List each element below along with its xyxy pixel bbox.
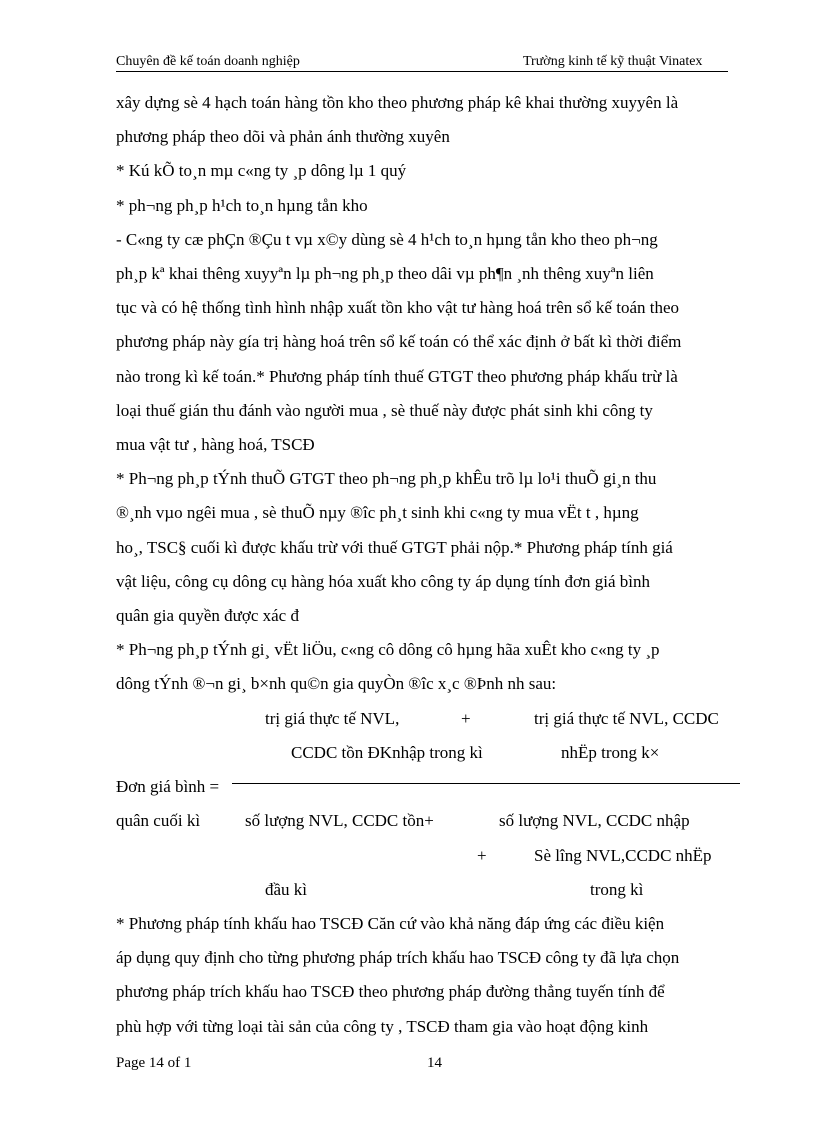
body-line: xây dựng sè 4 hạch toán hàng tồn kho theo phương pháp kê khai thường xuyyên là bbox=[116, 93, 679, 112]
body-line: ®¸nh vµo ngêi mua , sè thuÕ nµy ®îc ph¸t sinh khi c«ng ty mua vËt t , hµng bbox=[116, 503, 639, 522]
formula-numerator-b-line1: trị giá thực tế NVL, CCDC bbox=[534, 709, 719, 728]
body-line: ho¸, TSC§ cuối kì được khấu trừ với thuế GTGT phải nộp.* Phương pháp tính giá bbox=[116, 538, 673, 557]
body-line: áp dụng quy định cho từng phương pháp trích khấu hao TSCĐ công ty đã lựa chọn bbox=[116, 948, 680, 967]
body-line: phương pháp theo dõi và phản ánh thường xuyên bbox=[116, 127, 450, 146]
formula-denominator-b-line3: trong kì bbox=[590, 880, 644, 899]
formula-denominator-a-line1: số lượng NVL, CCDC tồn+ bbox=[245, 811, 434, 830]
body-line: * Phương pháp tính khấu hao TSCĐ Căn cứ vào khả năng đáp ứng các điều kiện bbox=[116, 914, 665, 933]
body-line: tục và có hệ thống tình hình nhập xuất tồn kho vật tư hàng hoá trên sổ kế toán theo bbox=[116, 298, 680, 317]
body-line: mua vật tư , hàng hoá, TSCĐ bbox=[116, 435, 315, 454]
body-line: ph¸p kª khai thêng xuyyªn lµ ph¬ng ph¸p theo dâi vµ ph¶n ¸nh thêng xuyªn liên bbox=[116, 264, 654, 283]
formula-numerator-b-line2: nhËp trong k× bbox=[561, 743, 660, 762]
formula-denominator-b-line2: Sè lîng NVL,CCDC nhËp bbox=[534, 846, 712, 865]
body-line: * Ph¬ng ph¸p tÝnh thuÕ GTGT theo ph¬ng ph¸p khÊu trõ lµ lo¹i thuÕ gi¸n thu bbox=[116, 469, 657, 488]
header-right-title: Trường kinh tế kỹ thuật Vinatex bbox=[523, 54, 703, 69]
footer-page-label: Page 14 of 1 bbox=[116, 1055, 192, 1071]
body-line: - C«ng ty cæ phÇn ®Çu t vµ x©y dùng sè 4 h¹ch to¸n hµng tån kho theo ph¬ng bbox=[116, 230, 658, 249]
body-line: loại thuế gián thu đánh vào người mua , sè thuế này được phát sinh khi công ty bbox=[116, 401, 653, 420]
formula-fraction-bar bbox=[232, 783, 740, 784]
formula-plus-sign: + bbox=[461, 709, 471, 728]
body-line: quân gia quyền được xác đ bbox=[116, 606, 299, 625]
formula-plus-sign: + bbox=[477, 846, 487, 865]
body-line: vật liệu, công cụ dông cụ hàng hóa xuất kho công ty áp dụng tính đơn giá bình bbox=[116, 572, 650, 591]
header-left-title: Chuyên đề kế toán doanh nghiệp bbox=[116, 54, 300, 69]
formula-denominator-a-line2: đầu kì bbox=[265, 880, 308, 899]
body-line: phương pháp trích khấu hao TSCĐ theo phương pháp đường thẳng tuyến tính để bbox=[116, 982, 665, 1001]
body-line: phương pháp này gía trị hàng hoá trên sổ kế toán có thể xác định ở bất kì thời điểm bbox=[116, 332, 682, 351]
body-line: * ph¬ng ph¸p h¹ch to¸n hµng tån kho bbox=[116, 196, 368, 215]
formula-left-label-line2: quân cuối kì bbox=[116, 811, 201, 830]
formula-numerator-a-line2: CCDC tồn ĐKnhập trong kì bbox=[291, 743, 483, 762]
formula-denominator-b-line1: số lượng NVL, CCDC nhập bbox=[499, 811, 690, 830]
body-line: * Kú kÕ to¸n mµ c«ng ty ¸p dông lµ 1 quý bbox=[116, 161, 407, 180]
body-line: dông tÝnh ®¬n gi¸ b×nh qu©n gia quyÒn ®îc x¸c ®Þnh nh sau: bbox=[116, 674, 557, 693]
footer-page-number: 14 bbox=[427, 1055, 442, 1071]
formula-left-label-line1: Đơn giá bình = bbox=[116, 777, 220, 796]
formula-numerator-a-line1: trị giá thực tế NVL, bbox=[265, 709, 400, 728]
body-line: * Ph¬ng ph¸p tÝnh gi¸ vËt liÖu, c«ng cô dông cô hµng hãa xuÊt kho c«ng ty ¸p bbox=[116, 640, 660, 659]
body-line: nào trong kì kế toán.* Phương pháp tính thuế GTGT theo phương pháp khấu trừ là bbox=[116, 367, 678, 386]
body-line: phù hợp với từng loại tài sản của công ty , TSCĐ tham gia vào hoạt động kinh bbox=[116, 1017, 649, 1036]
header-rule bbox=[116, 71, 728, 72]
